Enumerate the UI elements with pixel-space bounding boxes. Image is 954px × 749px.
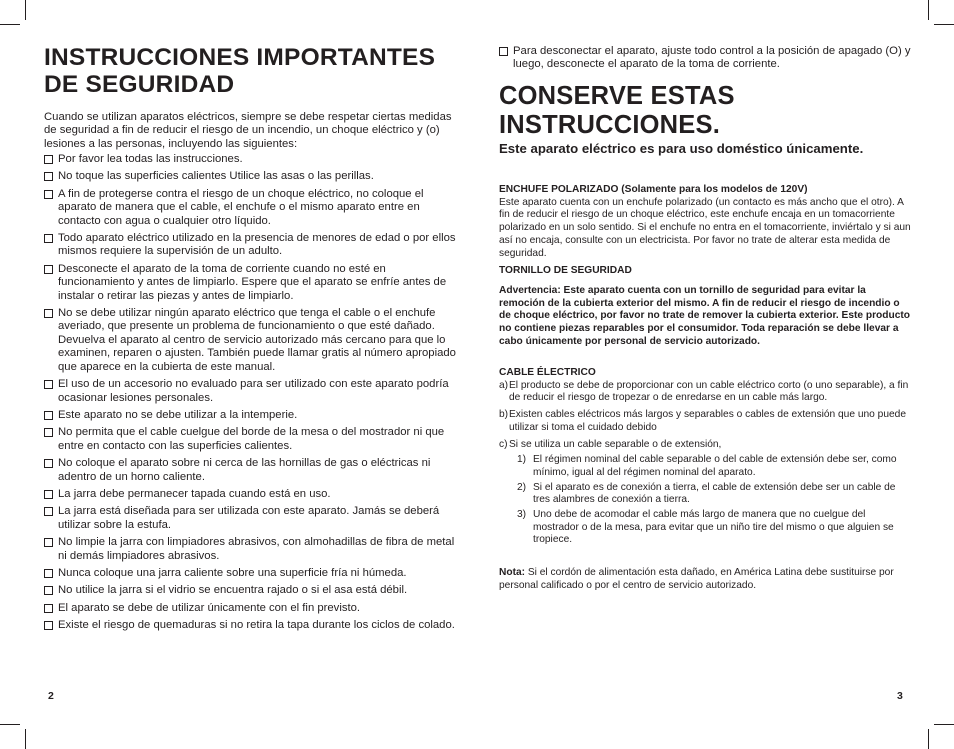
item-label: b) [499,409,509,421]
list-item [44,584,458,597]
section-text: Este aparato cuenta con un enchufe polarizado (un contacto es más ancho que el otro). A fin de reducir el riesgo de un choque eléctrico, este enchufe encaja en un tomacorriente polarizado en un solo sentido. Si el enchufe no entra en el tomacorriente, inviértalo y si aun así no encaja, consulte con un electricista. Por favor no trate de alterar esta medida de seguridad. [499,196,911,259]
crop-mark [0,724,20,725]
list-item [44,170,458,183]
item-text: Uno debe de acomodar el cable más largo de manera que no cuelgue del mostrador o de la mesa, para evitar que un niño tire del mismo o que alguien se tropiece. [533,509,894,546]
checkbox-bullet-icon [44,411,53,420]
checkbox-bullet-icon [44,507,53,516]
safety-screw-warning: Advertencia: Este aparato cuenta con un tornillo de seguridad para evitar la remoción de la cubierta exterior del mismo. A fin de reducir el riesgo de incendio o de choque eléctrico, por favor no trate de remover la cubierta exterior. Este producto no contiene piezas reparables por el consumidor. Toda reparación se debe llevar a cabo únicamente por personal de servicio autorizado. [499,285,911,347]
note-text: Si el cordón de alimentación esta dañado, en América Latina debe sustituirse por personal calificado o por el centro de servicio autorizado. [499,567,894,591]
checkbox-bullet-icon [44,190,53,199]
list-item [44,457,458,484]
item-text: Si el aparato es de conexión a tierra, el cable de extensión debe ser un cable de tres alambres de conexión a tierra. [533,481,896,506]
crop-mark [928,0,929,20]
checkbox-bullet-icon [44,586,53,595]
bullet-text: No utilice la jarra si el vidrio se encuentra rajado o si el asa está débil. [58,584,408,597]
list-item [44,567,458,580]
cord-list [499,380,911,452]
crop-mark [25,0,26,20]
list-item [44,307,458,374]
list-item [44,153,458,166]
section-title: CABLE ÉLECTRICO [499,367,596,378]
checkbox-bullet-icon [44,621,53,630]
crop-mark [934,24,954,25]
item-label: 1) [517,454,527,466]
polarized-plug-section [499,184,911,260]
item-label: c) [499,438,508,450]
item-label: 3) [517,509,527,521]
bullet-text: No toque las superficies calientes Utilice las asas o las perillas. [58,170,374,183]
safety-bullet-list [44,153,458,637]
heading-line: CONSERVE ESTAS [499,82,735,110]
crop-mark [934,724,954,725]
list-item [44,232,458,259]
list-item [44,378,458,405]
list-item [44,426,458,453]
list-item [44,536,458,563]
checkbox-bullet-icon [44,569,53,578]
section-title: TORNILLO DE SEGURIDAD [499,265,632,276]
cord-section [499,367,911,549]
checkbox-bullet-icon [44,155,53,164]
bullet-text: Para desconectar el aparato, ajuste todo control a la posición de apagado (O) y luego, desconecte el aparato de la toma de corriente. [513,45,911,71]
intro-paragraph: Cuando se utilizan aparatos eléctricos, siempre se debe respetar ciertas medidas de seguridad a fin de reducir el riesgo de un incendio, un choque eléctrico y (o) lesiones a las personas, incluyendo las siguientes: [44,111,452,150]
bullet-text: La jarra está diseñada para ser utilizada con este aparato. Jamás se deberá utilizar sobre la estufa. [58,505,440,531]
crop-mark [0,24,20,25]
bullet-text: A fin de protegerse contra el riesgo de un choque eléctrico, no coloque el aparato de manera que el cable, el enchufe o el mismo aparato entre en contacto con agua o cualquier otro líquido. [58,187,424,227]
heading-line: INSTRUCCIONES. [499,111,720,139]
bullet-text: No coloque el aparato sobre ni cerca de las hornillas de gas o eléctricas ni adentro de un horno caliente. [58,457,431,483]
note-label: Nota: [499,567,526,578]
checkbox-bullet-icon [44,604,53,613]
bullet-text: No permita que el cable cuelgue del borde de la mesa o del mostrador ni que entre en contacto con las superficies calientes. [58,426,445,452]
bullet-text: El aparato se debe de utilizar únicamente con el fin previsto. [58,601,361,614]
checkbox-bullet-icon [44,428,53,437]
item-text: Existen cables eléctricos más largos y separables o cables de extensión que uno puede utilizar si toma el cuidado debido [509,409,906,433]
save-instructions-heading [499,82,735,140]
list-item [499,380,911,405]
item-text: El producto se debe de proporcionar con un cable eléctrico corto (o uno separable), a fin de reducir el riesgo de tropezar o de enredarse en un cable más largo. [509,379,909,404]
list-item [44,619,458,632]
list-item [517,454,911,479]
checkbox-bullet-icon [44,309,53,318]
bullet-text: Todo aparato eléctrico utilizado en la presencia de menores de edad o por ellos mismos requiere la supervisión de un adulto. [58,232,456,258]
list-item [499,45,911,72]
checkbox-bullet-icon [44,234,53,243]
item-text: Si se utiliza un cable separable o de extensión, [509,438,722,450]
checkbox-bullet-icon [499,47,508,56]
bullet-text: No se debe utilizar ningún aparato eléctrico que tenga el cable o el enchufe averiado, que presente un problema de funcionamiento o que esté dañado. Devuelva el aparato al centro de servicio autorizado más cercano para que lo examinen, reparen o ajusten. También puede llamar gratis al número apropiado que aparece en la cubierta de este manual. [58,307,456,373]
crop-mark [928,729,929,749]
list-item [44,505,458,532]
list-item [517,482,911,507]
checkbox-bullet-icon [44,459,53,468]
household-use-subtitle: Este aparato eléctrico es para uso doméstico únicamente. [499,141,864,156]
list-item [44,488,458,501]
cord-sublist [499,454,911,547]
list-item [44,602,458,615]
bullet-text: Por favor lea todas las instrucciones. [58,153,243,165]
list-item [517,509,911,547]
disconnect-bullet-list [499,45,911,72]
list-item [44,409,458,422]
checkbox-bullet-icon [44,538,53,547]
power-cord-note [499,567,911,592]
bullet-text: Este aparato no se debe utilizar a la intemperie. [58,408,298,421]
bullet-text: No limpie la jarra con limpiadores abrasivos, con almohadillas de fibra de metal ni demás limpiadores abrasivos. [58,536,455,562]
page-number: 3 [897,690,903,702]
crop-mark [25,729,26,749]
bullet-text: El uso de un accesorio no evaluado para ser utilizado con este aparato podría ocasionar lesiones personales. [58,378,449,404]
list-item [499,439,911,452]
list-item [44,188,458,228]
heading-line: INSTRUCCIONES IMPORTANTES [44,44,436,71]
section-title: ENCHUFE POLARIZADO (Solamente para los modelos de 120V) [499,184,808,195]
heading-line: DE SEGURIDAD [44,71,235,98]
safety-heading [44,44,435,98]
item-text: El régimen nominal del cable separable o del cable de extensión debe ser, como mínimo, igual al del régimen nominal del aparato. [533,454,897,478]
item-label: 2) [517,481,527,493]
item-label: a) [499,379,509,391]
checkbox-bullet-icon [44,172,53,181]
bullet-text: Existe el riesgo de quemaduras si no retira la tapa durante los ciclos de colado. [58,619,455,632]
page-number: 2 [48,690,54,702]
checkbox-bullet-icon [44,380,53,389]
bullet-text: Desconecte el aparato de la toma de corriente cuando no esté en funcionamiento y antes de limpiarlo. Espere que el aparato se enfríe antes de instalar o retirar las piezas y antes de limpiarlo. [58,262,447,302]
bullet-text: La jarra debe permanecer tapada cuando está en uso. [58,487,331,500]
checkbox-bullet-icon [44,490,53,499]
list-item [44,263,458,303]
checkbox-bullet-icon [44,265,53,274]
list-item [499,409,911,434]
bullet-text: Nunca coloque una jarra caliente sobre una superficie fría ni húmeda. [58,566,407,579]
